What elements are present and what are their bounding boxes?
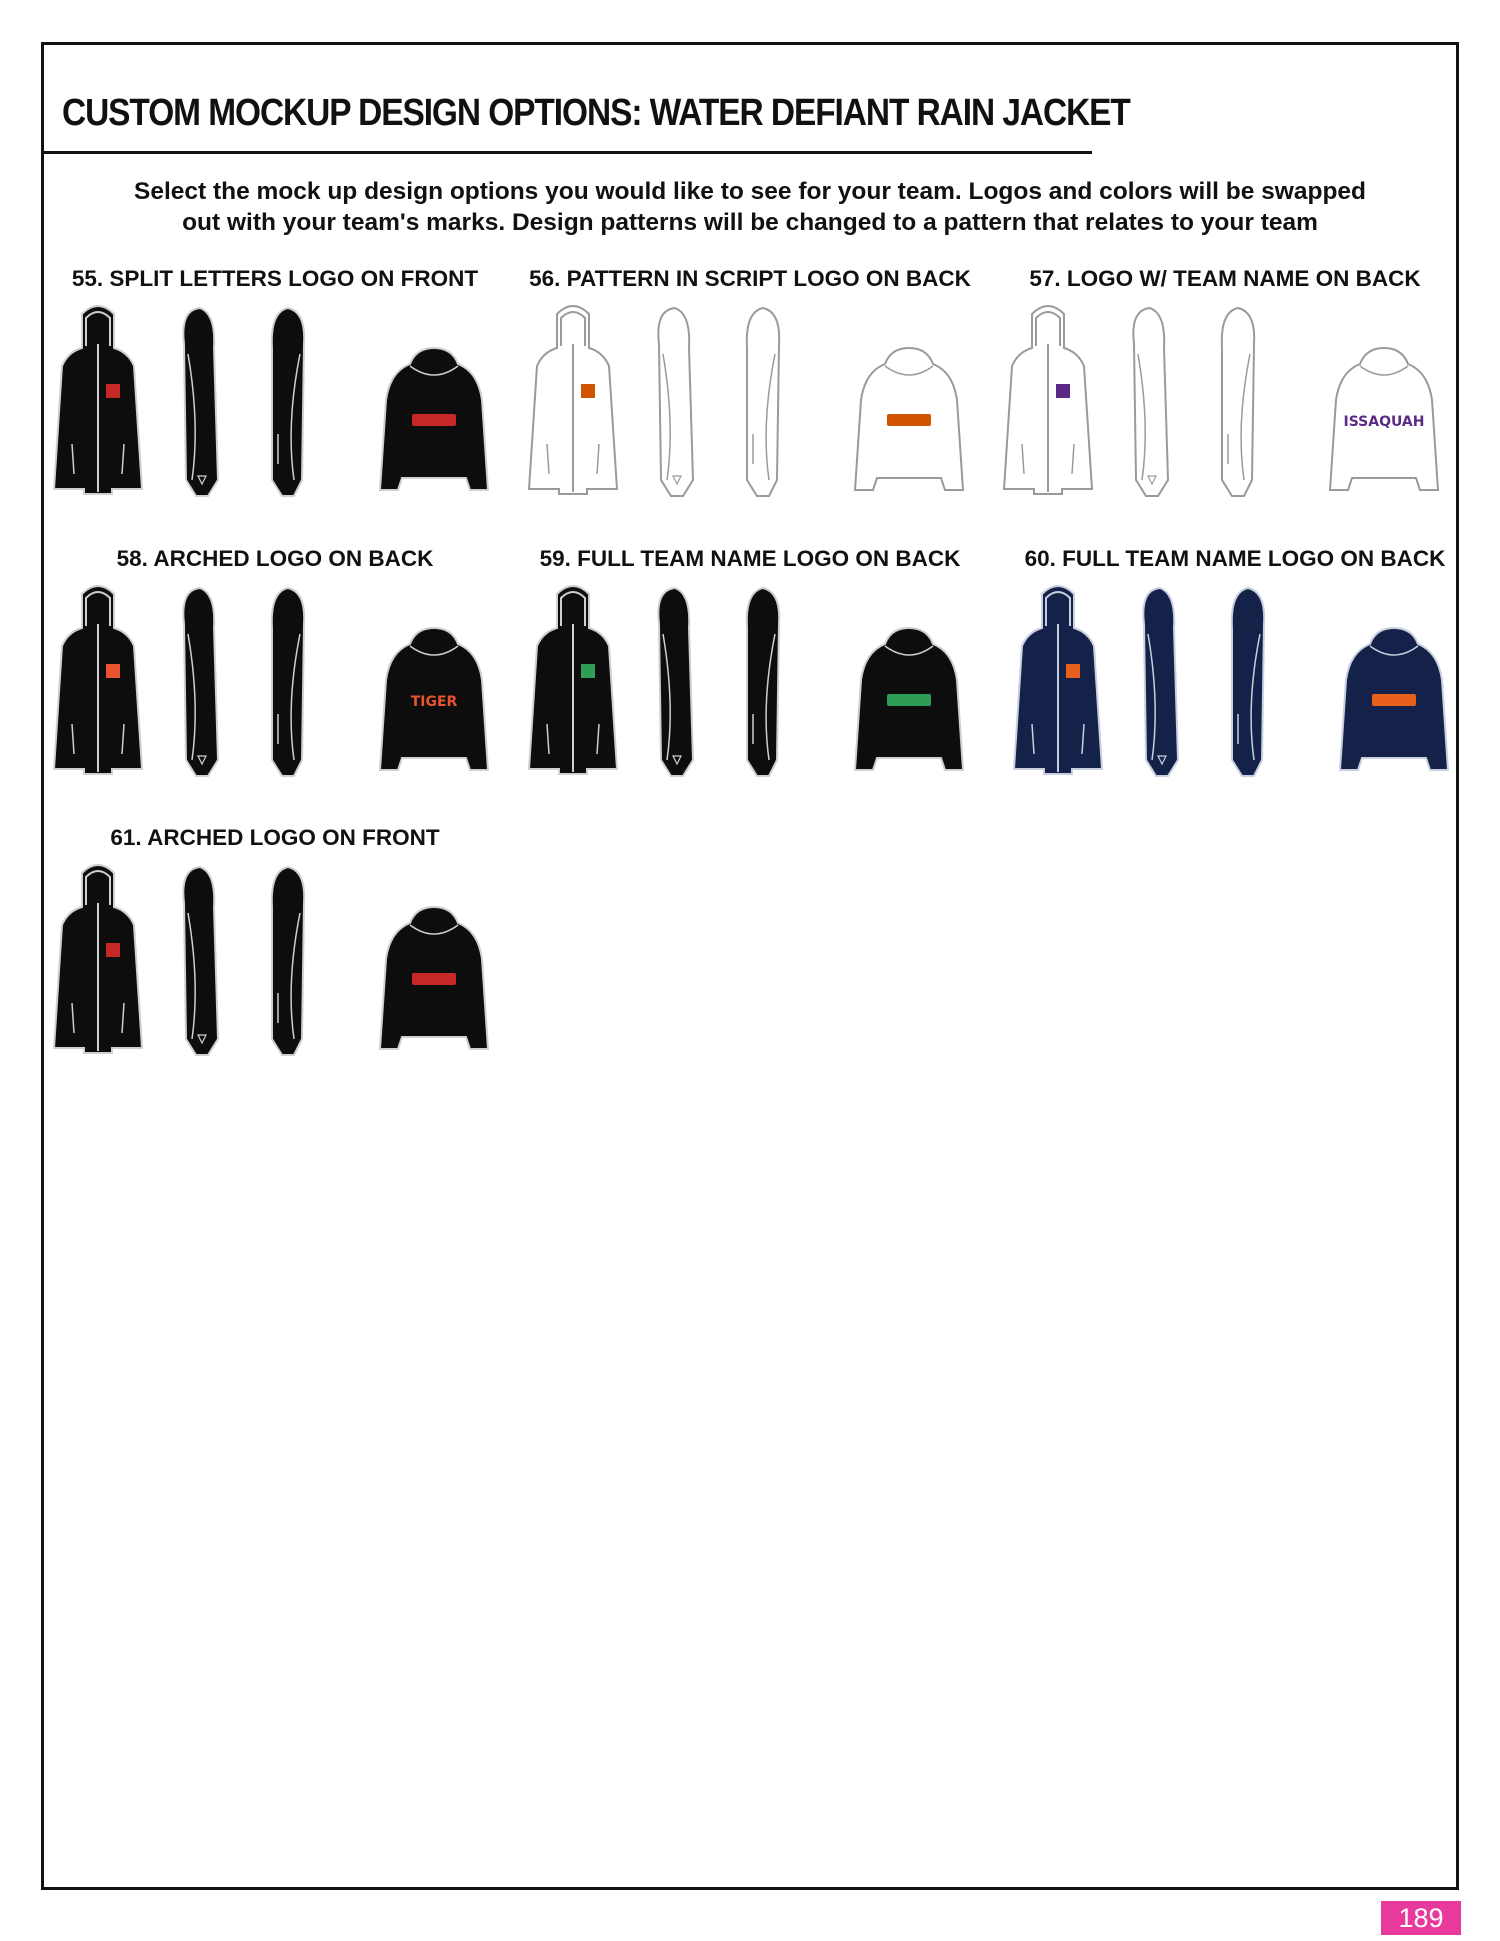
jacket-side-view-right [1222,308,1254,496]
jacket-side-view-right [272,867,304,1055]
jacket-side-view-right [272,588,304,776]
chest-logo [106,664,120,678]
page-number-badge: 189 [1381,1901,1461,1935]
jacket-side-view-left [1133,308,1168,496]
sleeve-body [1133,308,1168,496]
jacket-side-view-right [272,308,304,496]
jacket-back-view [1340,628,1448,770]
option-label: 57. LOGO W/ TEAM NAME ON BACK [1029,266,1421,291]
jacket-side-view-left [183,867,218,1055]
title-underline [44,151,1092,154]
jacket-front-view [1004,306,1092,494]
jacket-mockup-set [515,584,985,784]
sleeve-body [747,308,779,496]
back-logo [1372,694,1416,706]
back-logo [412,414,456,426]
sleeve-body [183,308,218,496]
jacket-front-view [54,306,142,494]
back-logo [412,973,456,985]
back-logo-text: ISSAQUAH [1343,414,1425,430]
intro-text [60,176,1440,238]
option-label: 55. SPLIT LETTERS LOGO ON FRONT [71,266,479,291]
jacket-back-view [855,348,963,490]
jacket-side-view-left [183,308,218,496]
sleeve-body [1143,588,1178,776]
design-option-61[interactable] [30,825,520,1075]
jacket-back-view [380,348,488,490]
jacket-back-view [380,628,488,770]
chest-logo [1056,384,1070,398]
jacket-back-view [1330,348,1438,490]
design-option-57[interactable] [980,266,1470,516]
sleeve-body [183,588,218,776]
back-logo [887,414,931,426]
jacket-side-view-right [747,588,779,776]
intro-line-2: out with your team's marks. Design patterns will be changed to a pattern that relates to your team [182,209,1318,236]
chest-logo [581,384,595,398]
jacket-front-view [529,586,617,774]
sleeve-body [183,867,218,1055]
jacket-front-view [529,306,617,494]
sleeve-body [658,308,693,496]
chest-logo [106,943,120,957]
sleeve-body [747,588,779,776]
option-label: 56. PATTERN IN SCRIPT LOGO ON BACK [529,266,971,291]
sleeve-body [272,867,304,1055]
jacket-side-view-left [1143,588,1178,776]
chest-logo [581,664,595,678]
option-label: 59. FULL TEAM NAME LOGO ON BACK [539,546,961,571]
jacket-mockup-set [515,304,985,504]
chest-logo [106,384,120,398]
intro-line-1: Select the mock up design options you would like to see for your team. Logos and colors will be swapped [133,178,1366,205]
jacket-back-view [380,907,488,1049]
jacket-front-view [1014,586,1102,774]
jacket-mockup-set [990,304,1460,504]
jacket-front-view [54,586,142,774]
sleeve-body [272,308,304,496]
back-logo [887,694,931,706]
jacket-mockup-set [40,304,510,504]
jacket-mockup-set [40,863,510,1063]
jacket-side-view-left [183,588,218,776]
sleeve-body [272,588,304,776]
design-option-56[interactable] [505,266,995,516]
jacket-back-view [855,628,963,770]
sleeve-body [1222,308,1254,496]
back-logo-text: TIGER [410,694,458,710]
chest-logo [1066,664,1080,678]
jacket-front-view [54,865,142,1053]
design-option-55[interactable] [30,266,520,516]
jacket-side-view-left [658,588,693,776]
design-option-59[interactable] [505,546,995,796]
page-title: CUSTOM MOCKUP DESIGN OPTIONS: WATER DEFIANT RAIN JACKET [62,92,1130,134]
sleeve-body [658,588,693,776]
jacket-side-view-left [658,308,693,496]
sleeve-body [1232,588,1264,776]
option-label: 58. ARCHED LOGO ON BACK [116,546,434,571]
option-label: 61. ARCHED LOGO ON FRONT [110,825,440,850]
option-label: 60. FULL TEAM NAME LOGO ON BACK [1024,546,1446,571]
jacket-mockup-set [1000,584,1470,784]
jacket-side-view-right [1232,588,1264,776]
jacket-mockup-set [40,584,510,784]
jacket-side-view-right [747,308,779,496]
design-option-58[interactable] [30,546,520,796]
design-option-60[interactable] [990,546,1480,796]
